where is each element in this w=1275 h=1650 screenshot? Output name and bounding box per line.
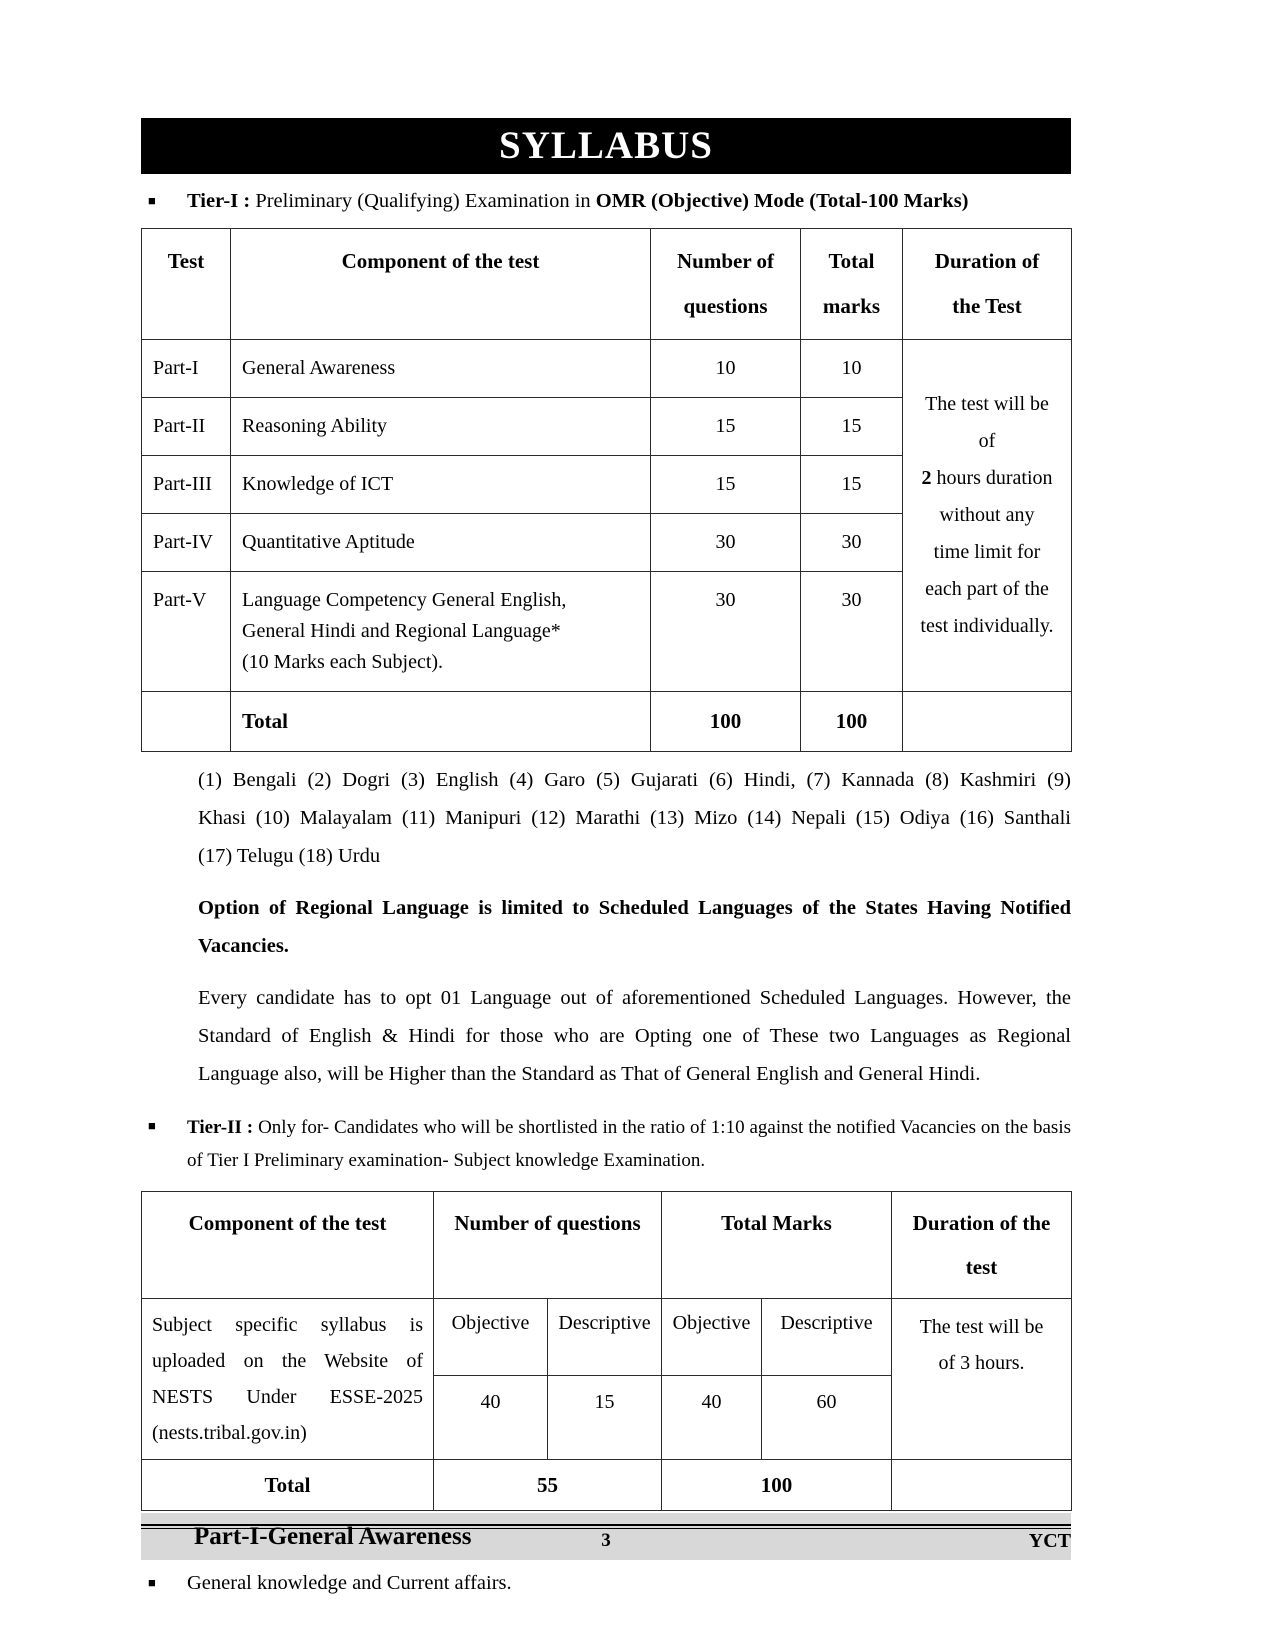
- tier1-header-marks-l2: marks: [822, 294, 881, 318]
- tier2-header-component-l1: Component of the test: [188, 1211, 387, 1235]
- tier1-row5-test: Part-V: [142, 572, 231, 692]
- tier1-row4-test: Part-IV: [142, 514, 231, 572]
- bullet-square-icon: [141, 1568, 187, 1596]
- tier1-row2-marks: 15: [801, 398, 903, 456]
- tier1-header-questions-l2: questions: [683, 294, 768, 318]
- tier1-row2-questions: 15: [651, 398, 801, 456]
- tier2-total-row: [142, 1460, 1072, 1511]
- tier2-bullet-body: Only for- Candidates who will be shortlisted in the ratio of 1:10 against the notified Vacancies on the basis of Tier I Preliminary examination- Subject knowledge Examination.: [187, 1117, 1071, 1171]
- table-row: [142, 1299, 1072, 1376]
- tier1-header-marks: [801, 229, 903, 340]
- tier1-row5-component-l3: (10 Marks each Subject).: [242, 651, 444, 673]
- tier1-row4-component: Quantitative Aptitude: [231, 514, 651, 572]
- tier1-bullet-text: [187, 186, 1071, 216]
- tier2-total-marks: 100: [662, 1460, 892, 1511]
- tier1-header-questions: [651, 229, 801, 340]
- tier2-duration-l1: The test will be: [919, 1316, 1044, 1338]
- tier1-row2-test: Part-II: [142, 398, 231, 456]
- duration-line-3-rest: hours duration: [931, 467, 1053, 489]
- tier1-row3-component: Knowledge of ICT: [231, 456, 651, 514]
- table-row: [142, 340, 1072, 398]
- bullet-square-icon: [141, 1111, 187, 1139]
- tier2-subheader-objective-questions: Objective: [434, 1299, 548, 1376]
- regional-language-note: Option of Regional Language is limited to Scheduled Languages of the States Having Notified Vacancies.: [198, 897, 1071, 957]
- tier1-total-marks: 100: [801, 692, 903, 752]
- tier1-header-questions-l1: Number of: [676, 249, 775, 273]
- language-standard-note: Every candidate has to opt 01 Language out of aforementioned Scheduled Languages. However, the Standard of English & Hindi for those who are Opting one of These two Languages as Regional Language also, will be Higher than the Standard as That of General English and General Hindi.: [198, 987, 1071, 1085]
- tier2-syllabus-l4: (nests.tribal.gov.in): [152, 1422, 307, 1444]
- tier1-row1-questions: 10: [651, 340, 801, 398]
- tier2-header-component: [142, 1192, 434, 1299]
- tier1-bullet-bold-tail: OMR (Objective) Mode (Total-100 Marks): [595, 190, 969, 212]
- section-heading-part-1: Part-I-General Awareness: [141, 1513, 1071, 1560]
- tier1-label: Tier-I :: [187, 190, 251, 212]
- tier1-row3-questions: 15: [651, 456, 801, 514]
- tier1-row4-questions: 30: [651, 514, 801, 572]
- tier1-row1-component: General Awareness: [231, 340, 651, 398]
- tier2-header-marks-l1: Total Marks: [721, 1211, 832, 1235]
- tier2-table-header-row: [142, 1192, 1072, 1299]
- language-list-line2: Khasi (10) Malayalam (11) Manipuri (12) Marathi (13) Mizo (14) Nepali (15) Odiya (16) Santhali: [198, 807, 1071, 829]
- tier1-header-test-l1: Test: [167, 249, 205, 273]
- tier1-table: [141, 228, 1072, 752]
- tier2-syllabus-l2: uploaded on the Website of: [152, 1350, 423, 1372]
- tier1-row5-marks: 30: [801, 572, 903, 692]
- tier2-table: [141, 1191, 1072, 1511]
- tier2-total-label: Total: [142, 1460, 434, 1511]
- tier1-row5-component-l1: Language Competency General English,: [242, 589, 567, 611]
- tier2-duration-cell: [892, 1299, 1072, 1460]
- tier1-header-marks-l1: Total: [828, 249, 875, 273]
- duration-line-2: of: [978, 430, 996, 452]
- duration-line-3-bold: 2: [921, 467, 932, 489]
- section-bullet-row: [141, 1568, 1071, 1598]
- tier2-syllabus-l3: NESTS Under ESSE-2025: [152, 1386, 423, 1408]
- tier1-row5-component: [231, 572, 651, 692]
- tier2-header-duration-l2: test: [965, 1255, 998, 1279]
- tier1-row1-marks: 10: [801, 340, 903, 398]
- footer-page-number: 3: [601, 1530, 611, 1551]
- duration-line-7: test individually.: [920, 615, 1054, 637]
- tier2-total-duration: [892, 1460, 1072, 1511]
- language-list-line3: (17) Telugu (18) Urdu: [198, 845, 381, 867]
- tier1-total-test: [142, 692, 231, 752]
- tier2-subheader-descriptive-marks: Descriptive: [762, 1299, 892, 1376]
- tier1-row5-questions: 30: [651, 572, 801, 692]
- tier2-header-duration-l1: Duration of the: [912, 1211, 1051, 1235]
- tier2-subheader-descriptive-questions: Descriptive: [548, 1299, 662, 1376]
- tier1-header-duration-l2: the Test: [952, 294, 1022, 318]
- tier1-bullet-mid: Preliminary (Qualifying) Examination in: [250, 190, 596, 212]
- tier1-total-label: Total: [231, 692, 651, 752]
- tier1-total-row: [142, 692, 1072, 752]
- language-list-line1: (1) Bengali (2) Dogri (3) English (4) Garo (5) Gujarati (6) Hindi, (7) Kannada (8) Kashmiri (9): [198, 769, 1071, 791]
- tier2-value-descriptive-questions: 15: [548, 1376, 662, 1460]
- tier1-row2-component: Reasoning Ability: [231, 398, 651, 456]
- bullet-square-icon: [141, 186, 187, 214]
- tier2-value-objective-marks: 40: [662, 1376, 762, 1460]
- tier2-subheader-objective-marks: Objective: [662, 1299, 762, 1376]
- footer-divider: [141, 1524, 1071, 1529]
- tier2-value-descriptive-marks: 60: [762, 1376, 892, 1460]
- tier2-duration-l2: of 3 hours.: [938, 1352, 1025, 1374]
- tier2-label: Tier-II :: [187, 1117, 254, 1138]
- tier1-table-header-row: [142, 229, 1072, 340]
- tier1-total-duration: [903, 692, 1072, 752]
- document-page: [141, 0, 1071, 1650]
- tier2-syllabus-l1: Subject specific syllabus is: [152, 1314, 423, 1336]
- tier2-bullet-row: [141, 1111, 1071, 1177]
- duration-line-4: without any: [939, 504, 1035, 526]
- duration-line-1: The test will be: [925, 393, 1049, 415]
- tier1-row4-marks: 30: [801, 514, 903, 572]
- tier1-header-test: [142, 229, 231, 340]
- page-title: SYLLABUS: [141, 118, 1071, 174]
- tier1-row3-marks: 15: [801, 456, 903, 514]
- tier2-header-questions-l1: Number of questions: [454, 1211, 641, 1235]
- tier1-total-questions: 100: [651, 692, 801, 752]
- tier2-value-objective-questions: 40: [434, 1376, 548, 1460]
- tier1-row3-test: Part-III: [142, 456, 231, 514]
- language-list: [198, 761, 1071, 875]
- footer: [141, 1530, 1071, 1552]
- duration-line-5: time limit for: [933, 541, 1041, 563]
- tier2-header-marks: [662, 1192, 892, 1299]
- tier1-row1-test: Part-I: [142, 340, 231, 398]
- tier2-total-questions: 55: [434, 1460, 662, 1511]
- tier1-row5-component-l2: General Hindi and Regional Language*: [242, 620, 561, 642]
- duration-line-6: each part of the: [925, 578, 1049, 600]
- tier2-bullet-text: [187, 1111, 1071, 1177]
- tier2-header-questions: [434, 1192, 662, 1299]
- tier1-bullet-row: [141, 186, 1071, 216]
- tier1-header-component: [231, 229, 651, 340]
- tier1-header-component-l1: Component of the test: [341, 249, 540, 273]
- tier1-duration-cell: [903, 340, 1072, 692]
- section-bullet-text: General knowledge and Current affairs.: [187, 1572, 512, 1594]
- tier2-header-duration: [892, 1192, 1072, 1299]
- tier1-header-duration-l1: Duration of: [934, 249, 1040, 273]
- footer-brand: YCT: [1028, 1530, 1071, 1552]
- tier1-header-duration: [903, 229, 1072, 340]
- tier2-syllabus-cell: [142, 1299, 434, 1460]
